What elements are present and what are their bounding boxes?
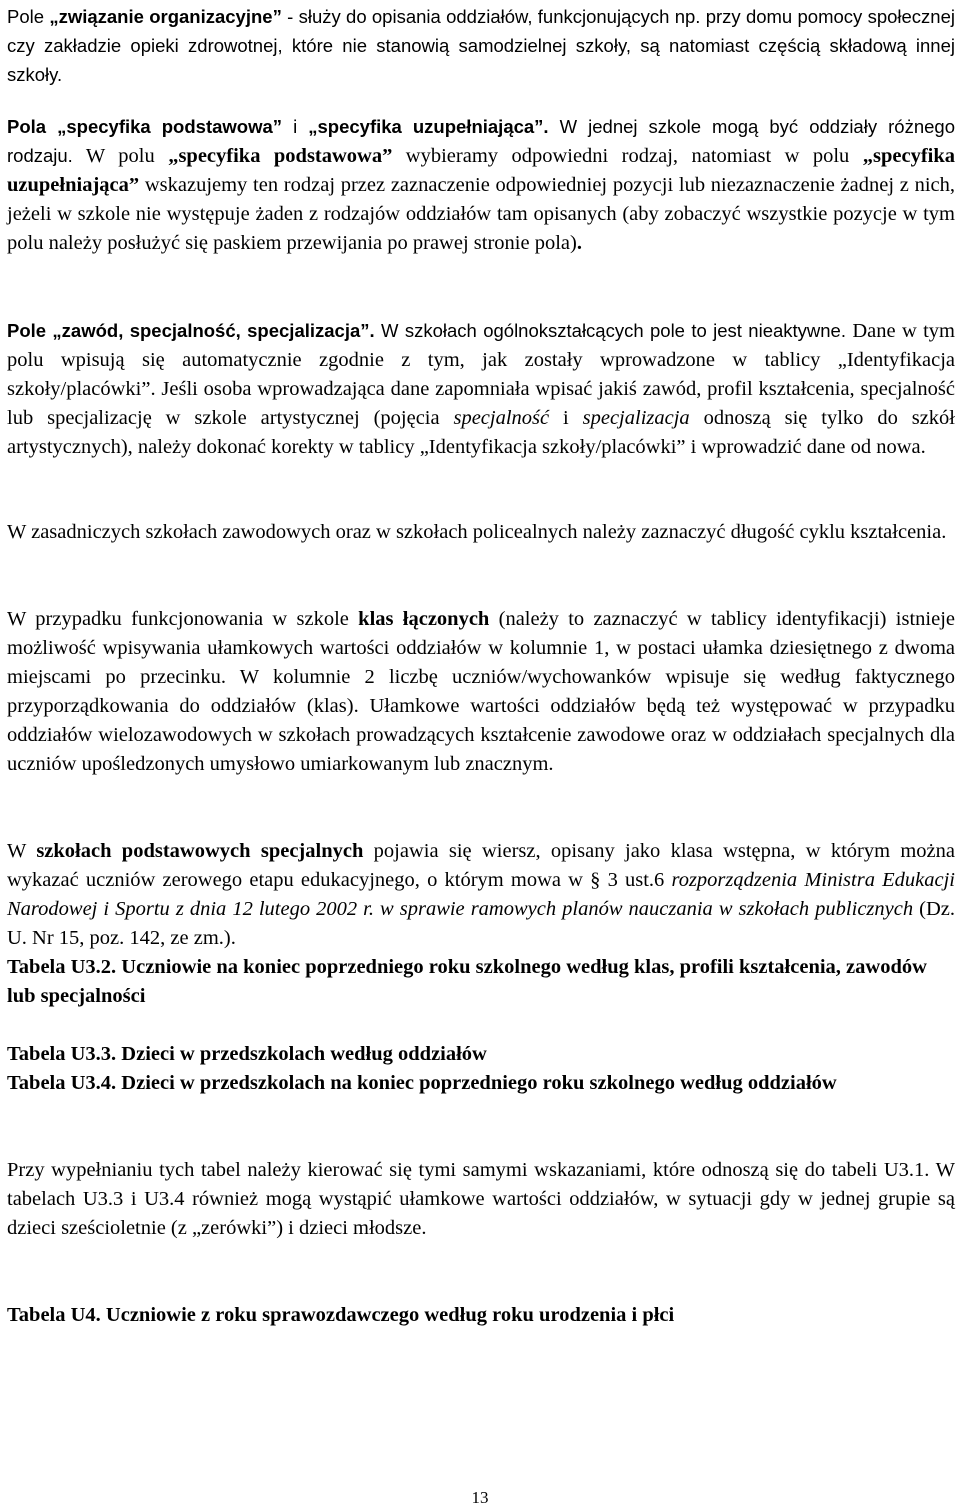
text: - służy do opisania oddziałów, funkcjonujących np. przy domu pomocy społecznej czy zakładzie opieki zdrowotnej, które nie stanowią samodzielnej szkoły, są natomiast częścią składową innej szkoły. — [7, 6, 955, 85]
text: W — [7, 840, 37, 862]
text: (Dz. U. Nr 15, poz. 142, ze zm.). — [7, 898, 955, 949]
bold-term: . — [576, 232, 582, 254]
text: wskazujemy ten rodzaj przez zaznaczenie odpowiedniej pozycji lub niezaznaczenie żadnej z nich, jeżeli w szkole nie występuje żaden z rodzajów oddziałów tam opisanych (aby zobaczyć wszystkie pozycje w tym polu należy posłużyć się paskiem przewijania po prawej stronie pola) — [7, 174, 955, 254]
bold-term: „specyfika uzupełniająca”. — [308, 116, 549, 137]
bold-term: Pola „specyfika podstawowa” — [7, 116, 283, 137]
bold-term: „specyfika podstawowa” — [168, 145, 393, 167]
text: W szkołach ogólnokształcących pole to jest nieaktywne. — [374, 320, 846, 341]
italic-term: specjalność — [453, 407, 550, 429]
text: odnoszą się tylko do szkół artystycznych), należy dokonać korekty w tablicy „Identyfikacja szkoły/placówki” i wprowadzić dane od nowa. — [7, 407, 955, 458]
paragraph-filling-instructions: Przy wypełnianiu tych tabel należy kierować się tymi samymi wskazaniami, które odnoszą się do tabeli U3.1. W tabelach U3.3 i U3.4 również mogą wystąpić ułamkowe wartości oddziałów, w sytuacji gdy w jednej grupie są dzieci sześcioletnie (z „zerówki”) i dzieci młodsze. — [7, 1159, 955, 1239]
text: W przypadku funkcjonowania w szkole — [7, 608, 359, 630]
text: i — [282, 116, 309, 137]
page-number: 13 — [471, 1488, 489, 1507]
paragraph-special-primary-schools — [7, 837, 955, 953]
heading-table-u4: Tabela U4. Uczniowie z roku sprawozdawczego według roku urodzenia i płci — [7, 1304, 675, 1326]
bold-term: Pole „zawód, specjalność, specjalizacja”. — [7, 320, 375, 341]
text: W jednej szkole mogą być oddziały różnego rodzaju. — [7, 116, 955, 166]
heading-table-u3-2: Tabela U3.2. Uczniowie na koniec poprzedniego roku szkolnego według klas, profili kształcenia, zawodów lub specjalności — [7, 956, 927, 1007]
text: (należy to zaznaczyć w tablicy identyfikacji) istnieje możliwość wpisywania ułamkowych wartości oddziałów w kolumnie 1, w postaci ułamka dziesiętnego z dwoma miejscami po przecinku. W kolumnie 2 liczbę uczniów/wychowanków wpisuje się według faktycznego przyporządkowania do oddziałów (klas). Ułamkowe wartości oddziałów będą też występować w przypadku oddziałów wielozawodowych w szkołach prowadzących kształcenie zawodowe oraz w oddziałach specjalnych dla uczniów upośledzonych umysłowo umiarkowanym lub znacznym. — [7, 608, 955, 775]
paragraph-combined-classes — [7, 605, 955, 779]
regulation-citation: rozporządzenia Ministra Edukacji Narodowej i Sportu z dnia 12 lutego 2002 r. w sprawie ramowych planów nauczania w szkołach publicznych — [7, 869, 955, 920]
text: Pole — [7, 6, 50, 27]
italic-term: specjalizacja — [582, 407, 690, 429]
heading-table-u3-4: Tabela U3.4. Dzieci w przedszkolach na koniec poprzedniego roku szkolnego według oddziałów — [7, 1072, 837, 1094]
bold-term: „specyfika uzupełniająca” — [7, 145, 955, 196]
paragraph-organizational-link — [7, 2, 955, 89]
text: W polu — [72, 145, 169, 167]
bold-term: „związanie organizacyjne” — [49, 6, 282, 27]
text: wybieramy odpowiedni rodzaj, natomiast w polu — [392, 145, 863, 167]
text: i — [549, 407, 583, 429]
bold-term: klas łączonych — [358, 608, 490, 630]
paragraph-vocational-schools: W zasadniczych szkołach zawodowych oraz w szkołach policealnych należy zaznaczyć długość cyklu kształcenia. — [7, 521, 947, 543]
paragraph-specificity-fields — [7, 112, 955, 258]
text: pojawia się wiersz, opisany jako klasa wstępna, w którym można wykazać uczniów zerowego etapu edukacyjnego, o którym mowa w § 3 ust.6 — [7, 840, 955, 891]
paragraph-profession-field — [7, 316, 955, 462]
heading-table-u3-3: Tabela U3.3. Dzieci w przedszkolach według oddziałów — [7, 1043, 487, 1065]
text: Dane w tym polu wpisują się automatycznie zgodnie z tym, jak zostały wprowadzone w tablicy „Identyfikacja szkoły/placówki”. Jeśli osoba wprowadzająca dane zapomniała wpisać jakiś zawód, profil kształcenia, specjalność lub specjalizację w szkole artystycznej (pojęcia — [7, 320, 956, 429]
bold-term: szkołach podstawowych specjalnych — [36, 840, 364, 862]
